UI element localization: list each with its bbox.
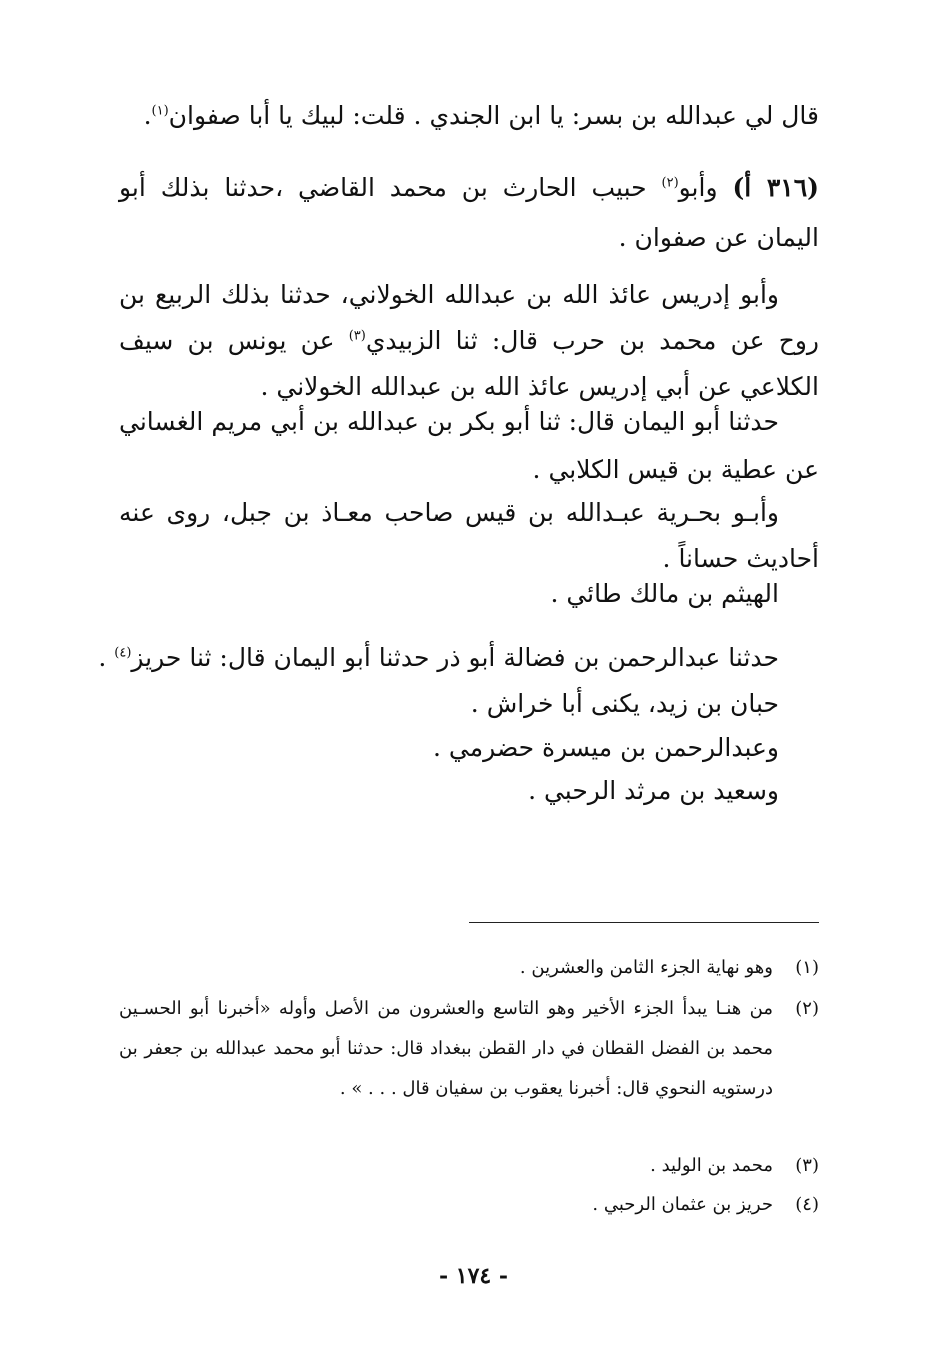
footnote-4 <box>119 1185 819 1225</box>
footnote-text: حريز بن عثمان الرحبي . <box>592 1194 773 1215</box>
paragraph-4-text: حدثنا أبو اليمان قال: ثنا أبو بكر بن عبدالله بن أبي مريم الغساني عن عطية بن قيس الكلابي . <box>119 407 819 484</box>
paragraph-1-end: . <box>143 101 152 130</box>
footnote-number: (١) <box>795 957 819 978</box>
paragraph-3-text-b: عن يونس بن سيف الكلاعي عن أبي إدريس عائذ الله بن عبدالله الخولاني . <box>119 326 819 401</box>
footnote-ref-4: (٤) <box>114 645 132 661</box>
paragraph-2-text-a: وأبو <box>678 173 733 202</box>
footnote-1 <box>119 948 819 988</box>
footnote-3 <box>119 1146 819 1186</box>
footnote-number: (٢) <box>795 998 819 1019</box>
paragraph-6 <box>550 579 779 608</box>
paragraph-5-text: وأبـو بحـرية عبـدالله بن قيس صاحب معـاذ بن جبل، روى عنه أحاديث حساناً . <box>119 498 819 573</box>
manuscript-folio-marker: (٣١٦ أ) <box>732 173 820 202</box>
paragraph-4 <box>119 398 819 494</box>
paragraph-7 <box>98 643 779 672</box>
paragraph-7-end: . <box>98 643 115 672</box>
footnote-text: محمد بن الوليد . <box>650 1155 773 1176</box>
footnote-ref-1: (١) <box>151 103 169 119</box>
footnote-ref-2: (٢) <box>661 175 679 191</box>
paragraph-7-text: حدثنا عبدالرحمن بن فضالة أبو ذر حدثنا أبو اليمان قال: ثنا حريز <box>131 643 779 672</box>
paragraph-2 <box>119 163 819 263</box>
footnote-ref-3: (٣) <box>348 328 366 344</box>
footnote-number: (٤) <box>795 1194 819 1215</box>
paragraph-8 <box>471 689 779 718</box>
footnote-separator <box>469 922 819 923</box>
paragraph-1-text: قال لي عبدالله بن بسر: يا ابن الجندي . قلت: لبيك يا أبا صفوان <box>168 101 819 130</box>
paragraph-3 <box>119 272 819 410</box>
footnote-text: وهو نهاية الجزء الثامن والعشرين . <box>519 957 773 978</box>
paragraph-6-text: الهيثم بن مالك طائي . <box>550 579 779 608</box>
paragraph-8-text: حبان بن زيد، يكنى أبا خراش . <box>470 689 779 718</box>
page-number: - ١٧٤ - <box>438 1263 509 1289</box>
paragraph-3-text-a: وأبو إدريس عائذ الله بن عبدالله الخولاني، حدثنا بذلك الربيع بن روح عن محمد بن حرب قال: ثنا الزبيدي <box>119 280 819 355</box>
paragraph-2-text-b: حبيب الحارث بن محمد القاضي ،حدثنا بذلك أبو اليمان عن صفوان . <box>119 173 819 252</box>
paragraph-9-text: وعبدالرحمن بن ميسرة حضرمي . <box>433 733 779 762</box>
paragraph-9 <box>433 733 779 762</box>
footnote-number: (٣) <box>795 1155 819 1176</box>
footnote-text: من هنـا يبدأ الجزء الأخير وهو التاسع والعشرون من الأصل وأوله «أخبرنا أبو الحسـين محمد بن الفضل القطان في دار القطن ببغداد قال: حدثنا أبو محمد عبدالله بن جعفر بن درستويه النحوي قال: أخبرنا يعقوب بن سفيان قال . . . » . <box>119 998 773 1099</box>
paragraph-5 <box>119 490 819 582</box>
footnote-2 <box>119 989 819 1109</box>
paragraph-10 <box>528 776 779 805</box>
paragraph-10-text: وسعيد بن مرثد الرحبي . <box>528 776 779 805</box>
paragraph-1 <box>144 101 819 130</box>
